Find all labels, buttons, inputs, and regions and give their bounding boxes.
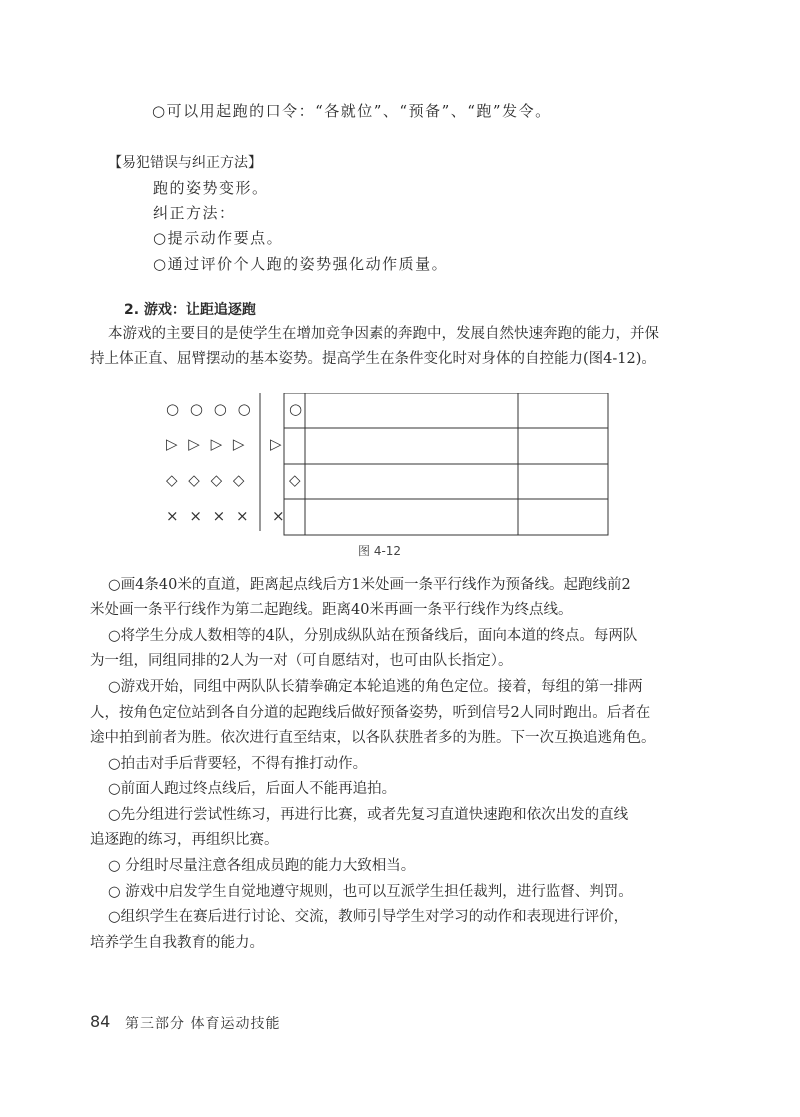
leader-circle: ○ bbox=[289, 400, 303, 418]
queue-circle: ○ ○ ○ ○ bbox=[166, 400, 254, 418]
leader-triangle: ▷ bbox=[270, 435, 282, 453]
game-paragraph-line: ○画4条40米的直道，距离起点线后方1米处画一条平行线作为预备线。起跑线前2 bbox=[108, 577, 631, 593]
queue-triangle: ▷ ▷ ▷ ▷ bbox=[166, 435, 248, 453]
error-line: 跑的姿势变形。 bbox=[153, 179, 269, 197]
game-paragraph-line: 培养学生自我教育的能力。 bbox=[90, 935, 264, 951]
error-line: ○提示动作要点。 bbox=[153, 229, 284, 247]
game-paragraph-line: 为一组，同组同排的2人为一对（可自愿结对，也可由队长指定）。 bbox=[90, 653, 513, 669]
game-intro-line: 本游戏的主要目的是使学生在增加竞争因素的奔跑中，发展自然快速奔跑的能力，并保 bbox=[108, 326, 659, 342]
error-line: ○通过评价个人跑的姿势强化动作质量。 bbox=[153, 255, 449, 273]
game-paragraph-line: 米处画一条平行线作为第二起跑线。距离40米再画一条平行线作为终点线。 bbox=[90, 602, 573, 618]
lane-diagram-svg bbox=[160, 393, 610, 543]
game-title: 2. 游戏：让距追逐跑 bbox=[124, 302, 256, 318]
game-paragraph-line: ○ 游戏中启发学生自觉地遵守规则，也可以互派学生担任裁判，进行监督、判罚。 bbox=[108, 884, 633, 900]
leader-diamond: ◇ bbox=[289, 471, 301, 489]
start-command-line: ○可以用起跑的口令：“各就位”、“预备”、“跑”发令。 bbox=[152, 102, 552, 120]
game-paragraph-line: ○ 分组时尽量注意各组成员跑的能力大致相当。 bbox=[108, 858, 416, 874]
game-paragraph-line: ○拍击对手后背要轻，不得有推打动作。 bbox=[108, 756, 368, 772]
game-paragraph-line: ○组织学生在赛后进行讨论、交流，教师引导学生对学习的动作和表现进行评价， bbox=[108, 909, 629, 925]
figure-caption: 图 4-12 bbox=[358, 544, 402, 558]
game-paragraph-line: 人，按角色定位站到各自分道的起跑线后做好预备姿势，听到信号2人同时跑出。后者在 bbox=[90, 705, 651, 721]
game-paragraph-line: 追逐跑的练习，再组织比赛。 bbox=[90, 832, 279, 848]
running-footer: 第三部分 体育运动技能 bbox=[125, 1016, 281, 1032]
lane-diagram bbox=[160, 393, 610, 543]
error-line: 纠正方法： bbox=[153, 204, 236, 222]
game-paragraph-line: ○先分组进行尝试性练习，再进行比赛，或者先复习直道快速跑和依次出发的直线 bbox=[108, 807, 629, 823]
queue-diamond: ◇ ◇ ◇ ◇ bbox=[166, 471, 248, 489]
errors-heading: 【易犯错误与纠正方法】 bbox=[108, 155, 262, 171]
game-paragraph-line: 途中拍到前者为胜。依次进行直至结束，以各队获胜者多的为胜。下一次互换追逃角色。 bbox=[90, 730, 656, 746]
game-intro-line: 持上体正直、屈臂摆动的基本姿势。提高学生在条件变化时对身体的自控能力(图4-12)。 bbox=[90, 351, 656, 367]
leader-cross: × bbox=[272, 507, 285, 525]
page-number: 84 bbox=[90, 1012, 111, 1031]
queue-cross: × × × × bbox=[166, 507, 252, 525]
game-paragraph-line: ○游戏开始，同组中两队队长猜拳确定本轮追逃的角色定位。接着，每组的第一排两 bbox=[108, 679, 643, 695]
game-paragraph-line: ○前面人跑过终点线后，后面人不能再追拍。 bbox=[108, 781, 397, 797]
game-paragraph-line: ○将学生分成人数相等的4队，分别成纵队站在预备线后，面向本道的终点。每两队 bbox=[108, 628, 638, 644]
